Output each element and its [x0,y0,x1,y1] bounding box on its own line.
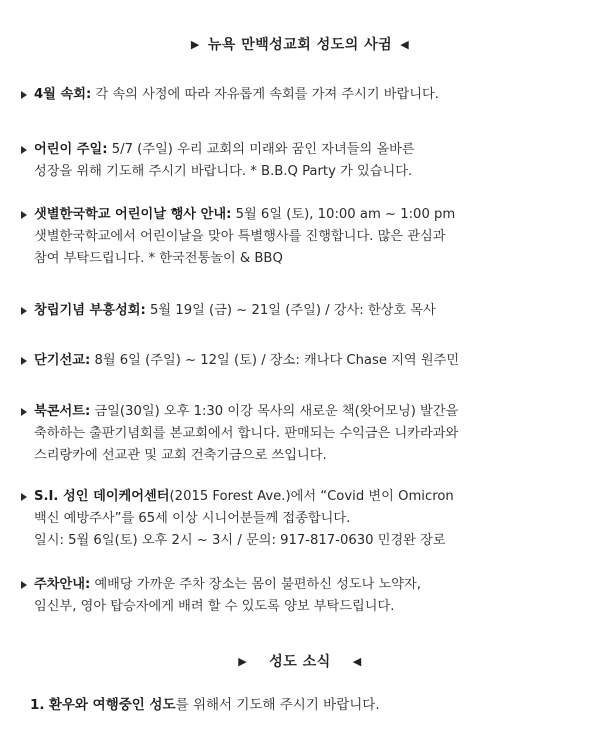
bullet-icon [21,211,27,219]
announcement-text: 임신부, 영아 탑승자에게 배려 할 수 있도록 양보 부탁드립니다. [34,599,395,614]
announcement-april-cell [34,84,584,106]
announcement-label: 단기선교: [34,353,91,368]
announcement-book-concert [34,401,584,467]
fellowship-title-text: 뉴욕 만백성교회 성도의 사귐 [207,37,393,53]
announcement-mission [34,350,584,372]
announcement-label: 샛별한국학교 어린이날 행사 안내: [34,207,232,222]
announcement-revival [34,300,584,322]
announcement-text: 예배당 가까운 주차 장소는 몸이 불편하신 성도나 노약자, [94,577,421,592]
bullet-icon [21,91,27,99]
right-triangle-icon: ▶ [190,38,200,51]
news-title-text: 성도 소식 [269,654,331,670]
announcement-text: 금일(30일) 오후 1:30 이강 목사의 새로운 책(왓어모닝) 발간을 [94,404,459,419]
announcement-childrens-day [34,139,584,183]
announcement-label: S.I. 성인 데이케어센터 [34,489,170,504]
announcement-text: 5월 6일 (토), 10:00 am ~ 1:00 pm [235,207,456,222]
announcement-text: 성장을 위해 기도해 주시기 바랍니다. * B.B.Q Party 가 있습니다. [34,164,413,179]
bullet-icon [21,493,27,501]
announcement-text: 샛별한국학교에서 어린이날을 맞아 특별행사를 진행합니다. 많은 관심과 [34,229,446,244]
announcement-text: 스리랑카에 선교관 및 교회 건축기금으로 쓰입니다. [34,448,327,463]
announcement-parking [34,574,584,618]
announcement-text: 5/7 (주일) 우리 교회의 미래와 꿈인 자녀들의 올바른 [111,142,415,157]
announcement-text: 각 속의 사정에 따라 자유롭게 속회를 가져 주시기 바랍니다. [95,87,439,102]
bullet-icon [21,357,27,365]
announcement-text: 백신 예방주사”를 65세 이상 시니어분들께 접종합니다. [34,511,351,526]
announcement-text: (2015 Forest Ave.)에서 “Covid 변이 Omicron [169,489,454,504]
announcement-label: 주차안내: [34,577,91,592]
announcement-korean-school [34,204,584,270]
news-rest-text: 를 위해서 기도해 주시기 바랍니다. [175,697,380,713]
fellowship-section-title [0,34,600,54]
news-section-title [0,651,600,671]
bullet-icon [21,307,27,315]
announcement-text: 일시: 5월 6일(토) 오후 2시 ~ 3시 / 문의: 917-817-0630 민경완 장로 [34,533,446,548]
bullet-icon [21,146,27,154]
announcement-label: 4월 속회: [34,87,92,102]
news-bold-text: 환우와 여행중인 성도 [48,697,176,713]
announcement-daycare [34,486,584,552]
announcement-text: 축하하는 출판기념회를 본교회에서 합니다. 판매되는 수익금은 니카라과와 [34,426,459,441]
left-triangle-icon: ◀ [400,38,410,51]
announcement-label: 창립기념 부흥성회: [34,303,146,318]
left-triangle-icon: ◀ [352,655,362,668]
bullet-icon [21,408,27,416]
bullet-icon [21,581,27,589]
announcement-text: 5월 19일 (금) ~ 21일 (주일) / 강사: 한상호 목사 [149,303,436,318]
announcement-label: 북콘서트: [34,404,91,419]
announcement-label: 어린이 주일: [34,142,108,157]
news-item [30,694,580,716]
news-number: 1. [30,697,45,713]
announcement-text: 8월 6일 (주일) ~ 12일 (토) / 장소: 캐나다 Chase 지역 원주민 [94,353,460,368]
announcement-text: 참여 부탁드립니다. * 한국전통놀이 & BBQ [34,251,283,266]
right-triangle-icon: ▶ [238,655,248,668]
